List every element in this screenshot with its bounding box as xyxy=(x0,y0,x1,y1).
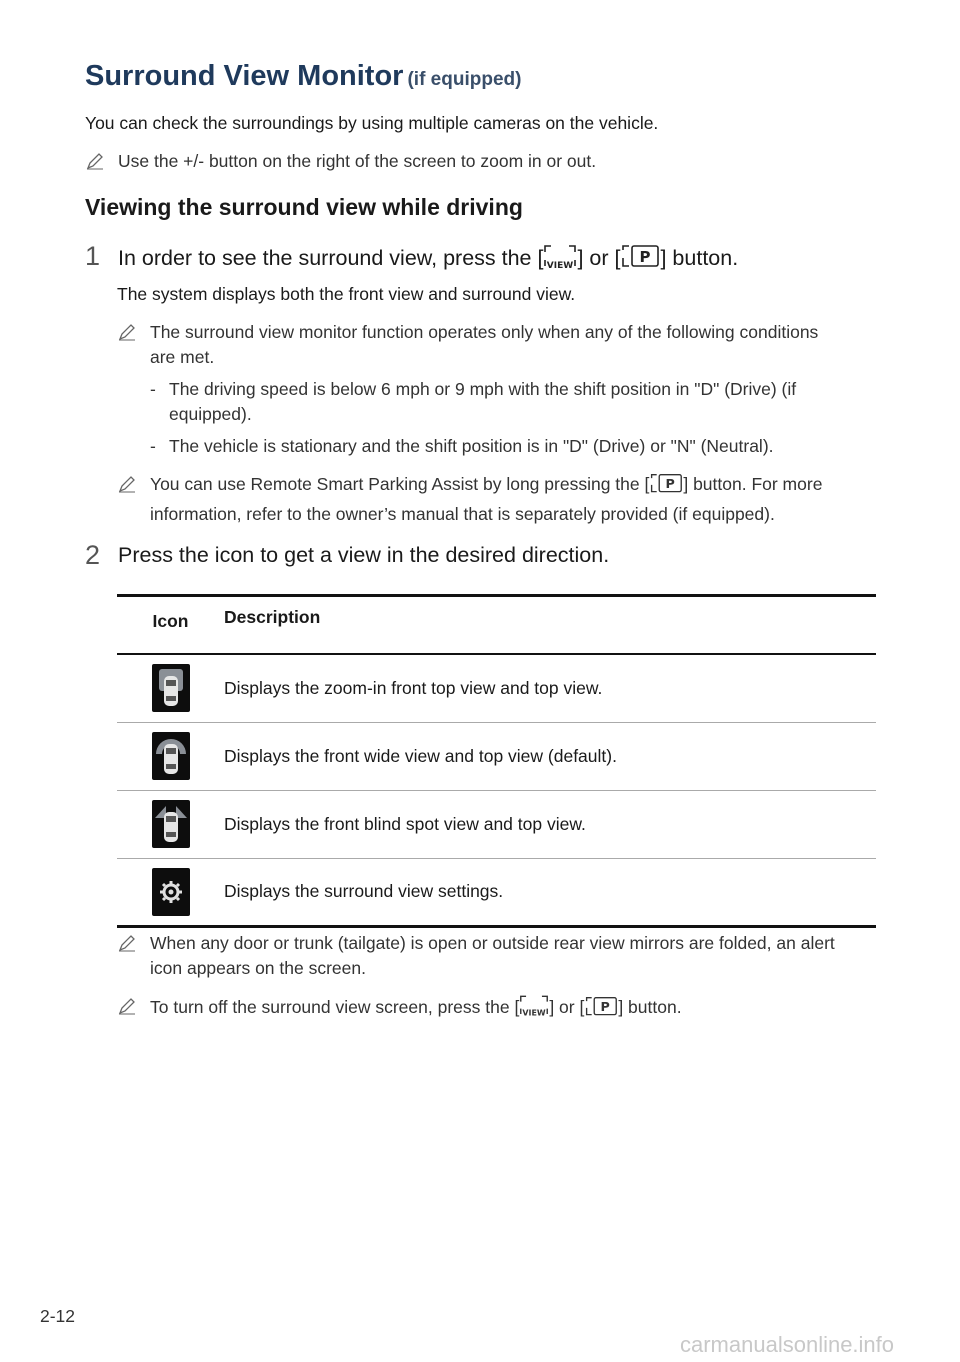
page-title: Surround View Monitor (if equipped) xyxy=(85,60,522,92)
note-rspa: You can use Remote Smart Parking Assist by long pressing the [ P ] button. For more information, refer to the owner’s manual that is separately provided (if equipped). xyxy=(117,472,877,524)
parking-button-icon xyxy=(649,473,683,502)
table-row xyxy=(117,722,876,790)
table-row xyxy=(117,858,876,926)
front-wide-view-icon[interactable] xyxy=(152,732,190,780)
step-2: 2 Press the icon to get a view in the desired direction. xyxy=(85,540,610,570)
condition-item: - The vehicle is stationary and the shift position is in "D" (Drive) or "N" (Neutral). xyxy=(150,436,774,456)
view-button-icon xyxy=(543,244,577,276)
note-pen-icon xyxy=(117,996,137,1023)
zoom-front-top-view-icon[interactable] xyxy=(152,664,190,712)
note-zoom: Use the +/- button on the right of the screen to zoom in or out. xyxy=(85,149,885,175)
title-suffix: (if equipped) xyxy=(407,69,522,90)
note-pen-icon xyxy=(117,322,137,349)
step-number: 2 xyxy=(85,540,101,570)
intro-text: You can check the surroundings by using multiple cameras on the vehicle. xyxy=(85,113,659,133)
column-header-description: Description xyxy=(224,607,321,627)
step-1: 1 In order to see the surround view, press the [ VIEW ] or [ P ] button. xyxy=(85,244,885,276)
svg-text:P: P xyxy=(639,248,651,266)
column-header-icon: Icon xyxy=(152,611,189,631)
note-pen-icon xyxy=(117,474,137,501)
view-button-icon xyxy=(519,994,549,1025)
note-conditions: The surround view monitor function operates only when any of the following conditions are met. xyxy=(117,320,837,372)
settings-gear-icon[interactable] xyxy=(152,868,190,916)
condition-item: - The driving speed is below 6 mph or 9 mph with the shift position in "D" (Drive) (if equipped). xyxy=(150,379,797,424)
note-pen-icon xyxy=(117,933,137,960)
svg-text:P: P xyxy=(600,999,611,1015)
step-number: 1 xyxy=(85,241,101,271)
page-number: 2-12 xyxy=(40,1306,76,1326)
watermark: carmanualsonline.info xyxy=(680,1332,895,1357)
parking-button-icon xyxy=(620,244,660,276)
front-blind-spot-view-icon[interactable] xyxy=(152,800,190,848)
svg-text:P: P xyxy=(665,476,676,492)
subsection-title: Viewing the surround view while driving xyxy=(85,194,523,220)
table-row xyxy=(117,654,876,722)
parking-button-icon xyxy=(584,996,618,1025)
svg-text:VIEW: VIEW xyxy=(547,261,574,270)
svg-text:VIEW: VIEW xyxy=(522,1008,546,1018)
note-pen-icon xyxy=(85,151,105,178)
row-description: Displays the zoom-in front top view and top view. xyxy=(224,677,603,698)
row-description: Displays the front wide view and top view (default). xyxy=(224,745,617,766)
step-1-result: The system displays both the front view and surround view. xyxy=(117,284,576,304)
table-header-row xyxy=(117,596,876,655)
icon-description-table xyxy=(117,594,876,928)
note-turn-off: To turn off the surround view screen, press the [ VIEW ] or [ P ] button. xyxy=(117,994,877,1022)
table-row xyxy=(117,790,876,858)
row-description: Displays the front blind spot view and top view. xyxy=(224,813,586,834)
note-alert: When any door or trunk (tailgate) is open or outside rear view mirrors are folded, an alert icon appears on the screen. xyxy=(117,931,877,983)
row-description: Displays the surround view settings. xyxy=(224,881,504,901)
